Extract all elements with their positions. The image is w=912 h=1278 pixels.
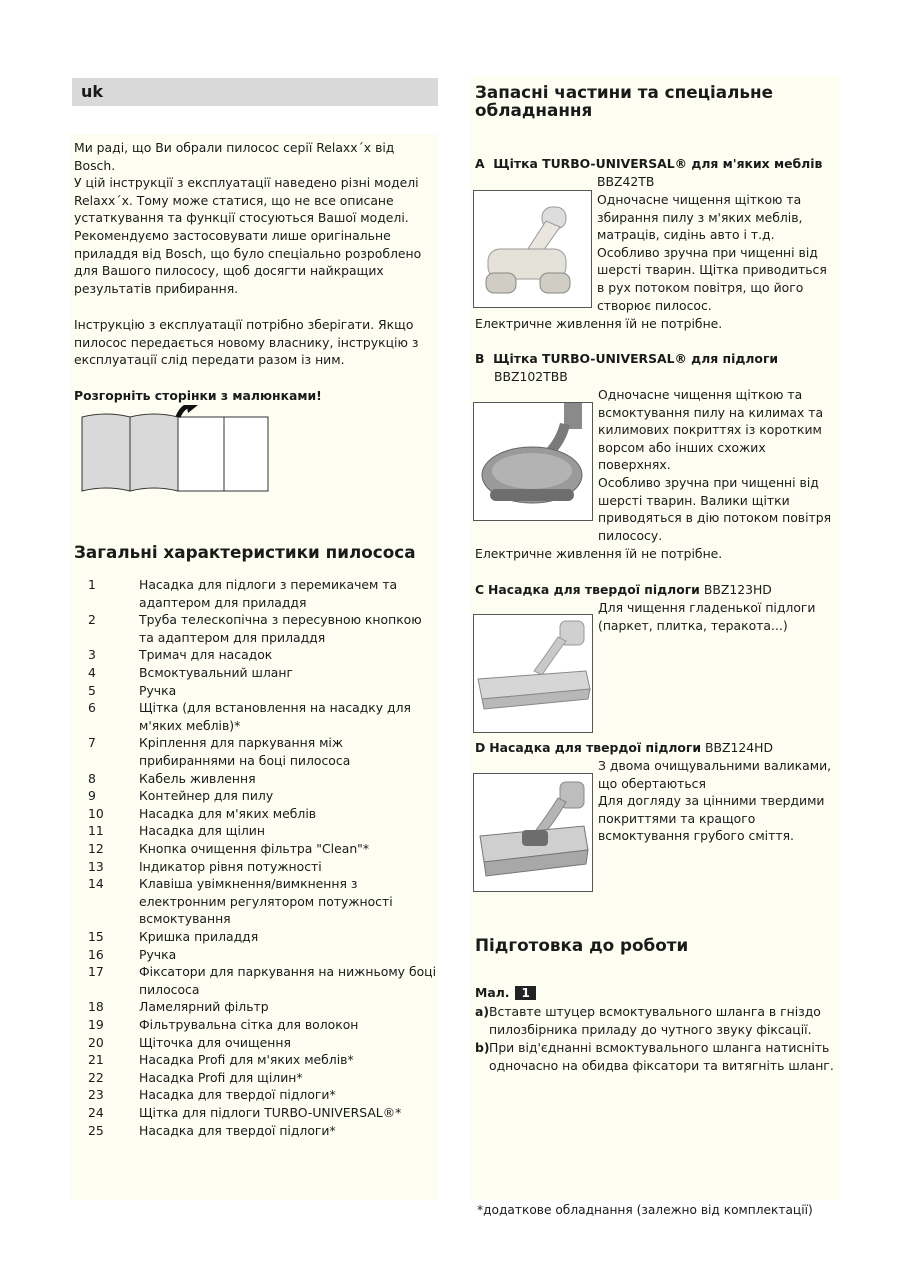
feature-item-number: 25 [88, 1122, 104, 1138]
unfold-pages-illustration [78, 405, 278, 497]
feature-item-text: Щітка для підлоги TURBO-UNIVERSAL®* [139, 1105, 402, 1120]
feature-item-text: Індикатор рівня потужності [139, 858, 322, 874]
spare-d-model: BBZ124HD [705, 740, 774, 755]
feature-item-number: 24 [88, 1105, 104, 1120]
unfold-note: Розгорніть сторінки з малюнками! [74, 388, 322, 403]
feature-item-text: Фіксатори для паркування на нижньому боці пилососа [139, 964, 437, 997]
figure-label: Мал. [475, 985, 510, 1000]
feature-item-number: 21 [88, 1052, 104, 1068]
feature-item-number: 23 [88, 1087, 104, 1103]
feature-item-number: 9 [88, 788, 96, 804]
prep-step-b-text: При від'єднанні всмоктувального шланга натисніть одночасно на обидва фіксатори та витягніть шланг. [489, 1040, 834, 1073]
features-list [88, 576, 437, 1156]
feature-item-number: 8 [88, 770, 96, 786]
feature-item-text: Ламелярний фільтр [139, 999, 269, 1015]
spare-c-model: BBZ123HD [703, 582, 772, 597]
prep-step-a [475, 1003, 837, 1038]
intro-paragraph-1: Ми раді, що Ви обрали пилосос серії Relaxx´x від Bosch. У цій інструкції з експлуатації наведено різні моделі Relaxx´x. Тому може статися, що не все описане устаткування та функції стосуються Вашої моделі. Рекомендуємо застосовувати лише оригінальне приладдя від Bosch, що було спеціально розроблено для Вашого пилососу, щоб досягти найкращих результатів прибирання. [74, 140, 422, 296]
feature-item-text: Насадка для твердої підлоги* [139, 1122, 336, 1138]
spare-b-power-note: Електричне живлення їй не потрібне. [475, 546, 723, 561]
prep-step-b [475, 1039, 837, 1074]
language-bar [72, 78, 438, 106]
feature-item-text: Кнопка очищення фільтра "Clean"* [139, 841, 370, 856]
feature-item-number: 15 [88, 929, 104, 944]
feature-item-number: 7 [88, 735, 96, 751]
spare-b-model: BBZ102TBB [494, 369, 568, 384]
spare-d-title: Насадка для твердої підлоги [489, 740, 702, 755]
feature-item-text: Щіточка для очищення [139, 1034, 291, 1050]
spares-heading: Запасні частини та спеціальне обладнання [475, 82, 773, 120]
feature-item-text: Кабель живлення [139, 770, 256, 786]
spare-b-title-row [475, 350, 835, 368]
feature-item-text: Насадка для підлоги з перемикачем та адаптером для приладдя [139, 577, 398, 610]
spare-a-power-note: Електричне живлення їй не потрібне. [475, 316, 723, 331]
spare-d-letter: D [475, 740, 486, 755]
feature-item-text: Ручка [139, 682, 177, 698]
feature-item-number: 4 [88, 665, 96, 680]
feature-item-number: 14 [88, 876, 104, 892]
spare-a-image [473, 190, 592, 308]
footnote: *додаткове обладнання (залежно від комплектації) [477, 1203, 813, 1217]
prep-step-a-text: Вставте штуцер всмоктувального шланга в гніздо пилозбірника приладу до чутного звуку фіксації. [489, 1004, 821, 1037]
feature-item-number: 13 [88, 858, 104, 874]
feature-item-text: Насадка Profi для щілин* [139, 1069, 303, 1085]
feature-item-number: 17 [88, 964, 104, 980]
figure-reference [475, 984, 675, 1002]
feature-item-number: 16 [88, 946, 104, 962]
feature-item-text: Насадка для щілин [139, 823, 265, 839]
feature-item-text: Труба телескопічна з пересувною кнопкою та адаптером для приладдя [139, 612, 422, 645]
feature-item-text: Тримач для насадок [139, 647, 273, 663]
feature-item-text: Кришка приладдя [139, 929, 259, 944]
spare-d-desc: З двома очищувальними валиками, що обертаються Для догляду за цінними твердими покриттями та кращого всмоктування грубого сміття. [598, 758, 832, 844]
spare-c-letter: C [475, 582, 485, 597]
spare-c-image [473, 614, 593, 733]
feature-item-number: 1 [88, 577, 96, 592]
feature-item-number: 19 [88, 1017, 104, 1032]
feature-item-number: 11 [88, 823, 104, 839]
feature-item-text: Кріплення для паркування між прибираннями на боці пилососа [139, 735, 351, 768]
spare-c-title: Насадка для твердої підлоги [488, 582, 700, 597]
feature-item-text: Щітка (для встановлення на насадку для м'яких меблів)* [139, 700, 411, 733]
spare-b-title: Щітка TURBO-UNIVERSAL® для підлоги [493, 351, 779, 366]
feature-item-number: 6 [88, 700, 96, 716]
feature-item-number: 10 [88, 805, 104, 821]
feature-item-number: 22 [88, 1069, 104, 1085]
spare-b-desc: Одночасне чищення щіткою та всмоктування пилу на килимах та килимових покриттях із коротким ворсом або інших схожих поверхнях. Особливо зручна при чищенні від шерсті тварин. Валики щітки приводяться в дію потоком повітря пилососу. [598, 387, 832, 543]
feature-item-text: Контейнер для пилу [139, 788, 274, 804]
feature-item-text: Ручка [139, 946, 177, 962]
feature-item-text: Клавіша увімкнення/вимкнення з електронним регулятором потужності всмоктування [139, 876, 393, 927]
prep-step-a-label: a) [475, 1004, 490, 1019]
figure-number-badge: 1 [515, 986, 535, 1000]
feature-item-text: Насадка Profi для м'яких меблів* [139, 1052, 354, 1068]
spare-a-letter: A [475, 156, 485, 171]
feature-item-number: 12 [88, 841, 104, 856]
prep-heading: Підготовка до роботи [475, 935, 689, 955]
intro-paragraph-2: Інструкцію з експлуатації потрібно зберігати. Якщо пилосос передається новому власнику, інструкцію з експлуатації слід передати разом із ним. [74, 317, 419, 368]
spare-a-model: BBZ42TB [597, 174, 655, 189]
feature-item-number: 20 [88, 1034, 104, 1050]
spare-a-title-row [475, 155, 835, 173]
spare-a-title: Щітка TURBO-UNIVERSAL® для м'яких меблів [493, 156, 823, 171]
language-code: uk [81, 82, 104, 101]
feature-item-text: Всмоктувальний шланг [139, 665, 293, 680]
spare-d-image [473, 773, 593, 892]
feature-item-number: 2 [88, 612, 96, 628]
feature-item-text: Насадка для твердої підлоги* [139, 1087, 336, 1103]
spare-c-title-row [475, 581, 835, 599]
feature-item-text: Насадка для м'яких меблів [139, 805, 317, 821]
spare-d-title-row [475, 739, 835, 757]
feature-item-text: Фільтрувальна сітка для волокон [139, 1017, 359, 1032]
spare-c-desc: Для чищення гладенької підлоги (паркет, плитка, теракота...) [598, 600, 816, 633]
spare-a-desc: Одночасне чищення щіткою та збирання пилу з м'яких меблів, матраців, сидінь авто і т.д. Особливо зручна при чищенні від шерсті тварин. Щітка приводиться в рух потоком повітря, що його створює пилосос. [597, 192, 827, 313]
feature-item-number: 5 [88, 682, 96, 698]
features-heading: Загальні характеристики пилососа [74, 542, 416, 562]
spare-b-image [473, 402, 593, 521]
feature-item-number: 18 [88, 999, 104, 1015]
feature-item-number: 3 [88, 647, 96, 663]
spare-b-letter: B [475, 351, 485, 366]
prep-step-b-label: b) [475, 1040, 490, 1055]
